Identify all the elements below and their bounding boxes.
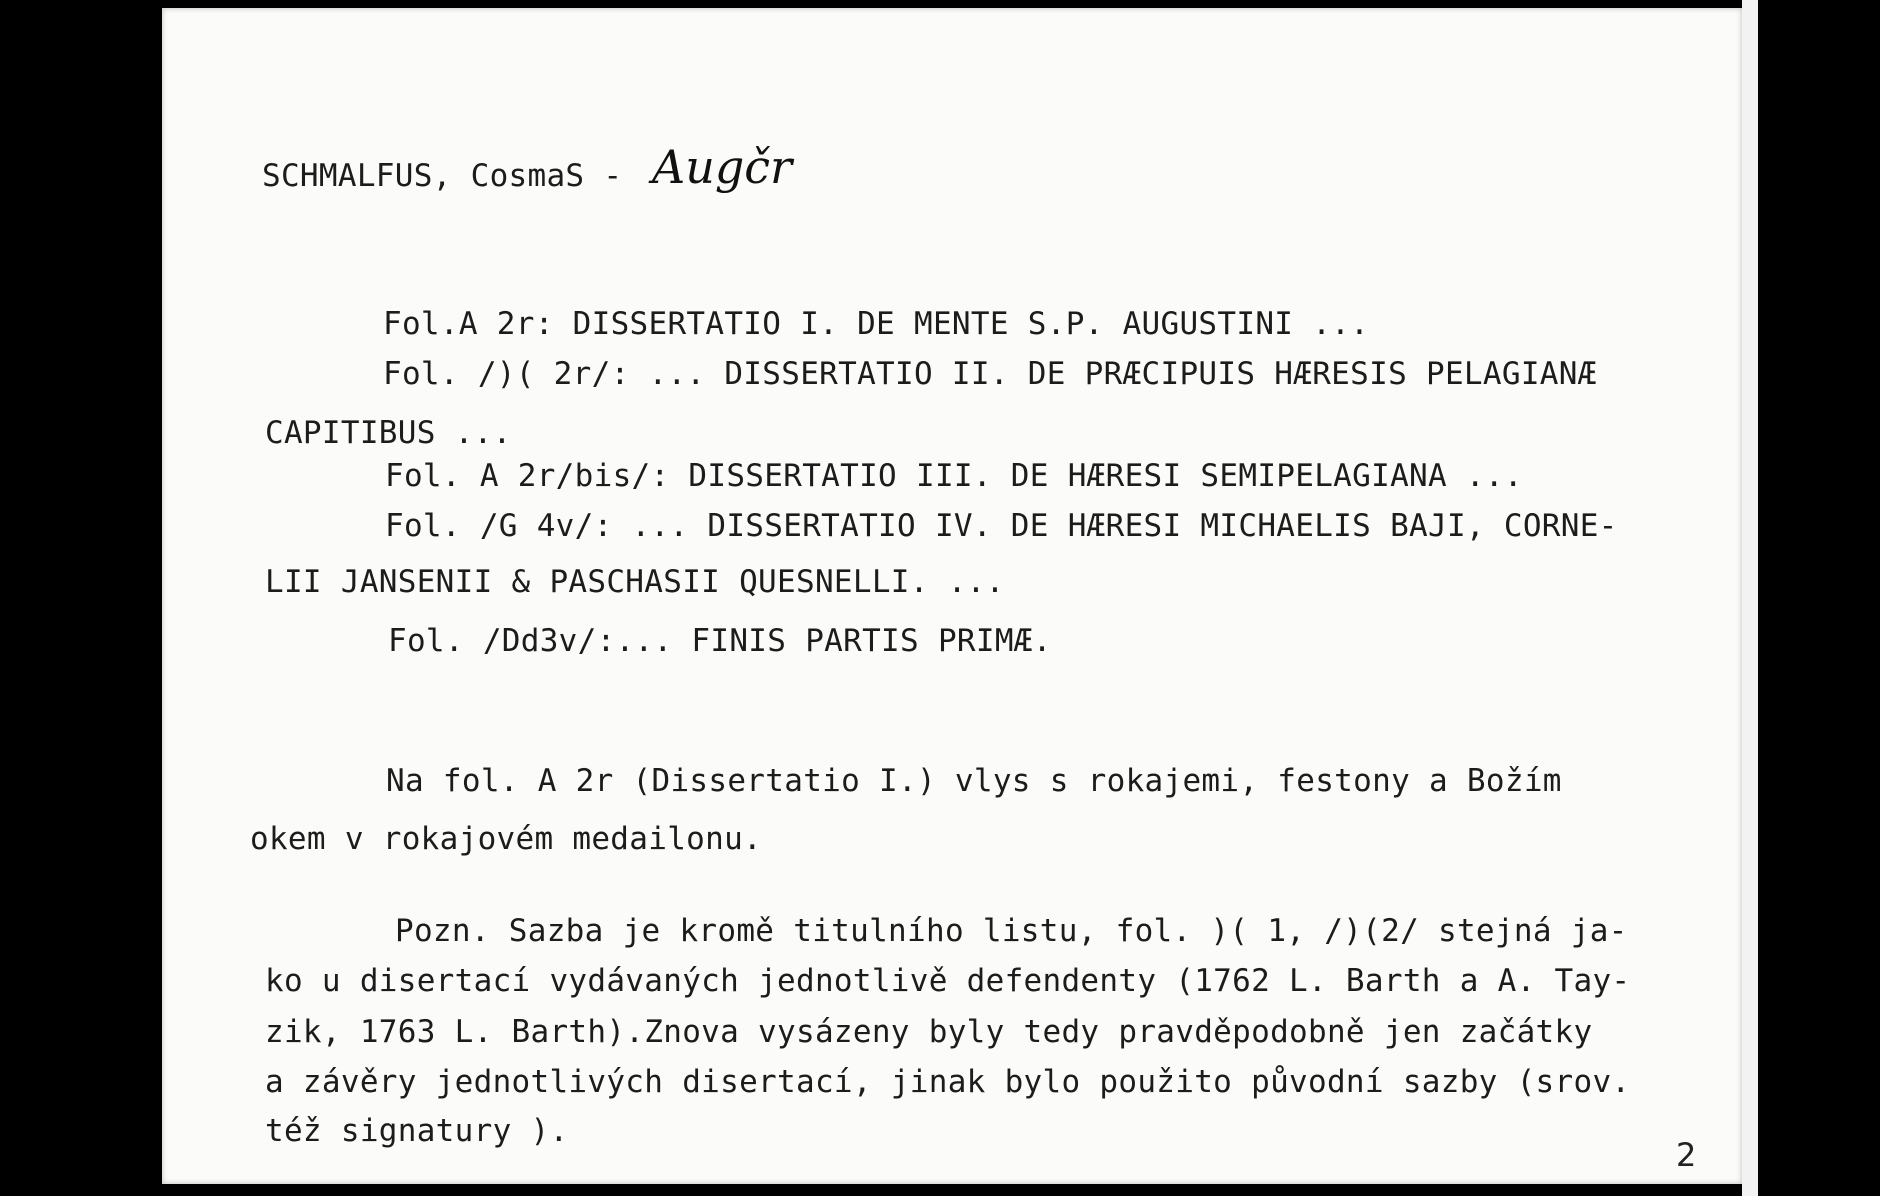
note-line-3: zik, 1763 L. Barth).Znova vysázeny byly tedy pravděpodobně jen začátky (265, 1014, 1593, 1050)
scan-edge-band (1742, 0, 1758, 1196)
catalog-card (162, 8, 1742, 1184)
contents-line-1: Fol.A 2r: DISSERTATIO I. DE MENTE S.P. AUGUSTINI ... (383, 306, 1370, 342)
contents-line-3: CAPITIBUS ... (265, 415, 512, 451)
note-line-1: Pozn. Sazba je kromě titulního listu, fol. )( 1, /)(2/ stejná ja- (395, 913, 1628, 949)
contents-line-4: Fol. A 2r/bis/: DISSERTATIO III. DE HÆRESI SEMIPELAGIANA ... (385, 458, 1523, 494)
contents-line-2: Fol. /)( 2r/: ... DISSERTATIO II. DE PRÆCIPUIS HÆRESIS PELAGIANÆ (383, 356, 1597, 392)
description-line-1: Na fol. A 2r (Dissertatio I.) vlys s rokajemi, festony a Božím (386, 763, 1562, 799)
description-line-2: okem v rokajovém medailonu. (250, 821, 763, 857)
note-line-5: též signatury ). (265, 1113, 569, 1149)
note-line-4: a závěry jednotlivých disertací, jinak bylo použito původní sazby (srov. (265, 1064, 1631, 1100)
author-heading: SCHMALFUS, CosmaS - (262, 158, 623, 194)
page-number: 2 (1676, 1136, 1697, 1174)
handwritten-annotation: Augčr (652, 140, 793, 194)
note-line-2: ko u disertací vydávaných jednotlivě defendenty (1762 L. Barth a A. Tay- (265, 963, 1631, 999)
contents-line-6: LII JANSENII & PASCHASII QUESNELLI. ... (265, 564, 1005, 600)
contents-line-7: Fol. /Dd3v/:... FINIS PARTIS PRIMÆ. (388, 623, 1052, 659)
contents-line-5: Fol. /G 4v/: ... DISSERTATIO IV. DE HÆRESI MICHAELIS BAJI, CORNE- (385, 508, 1618, 544)
